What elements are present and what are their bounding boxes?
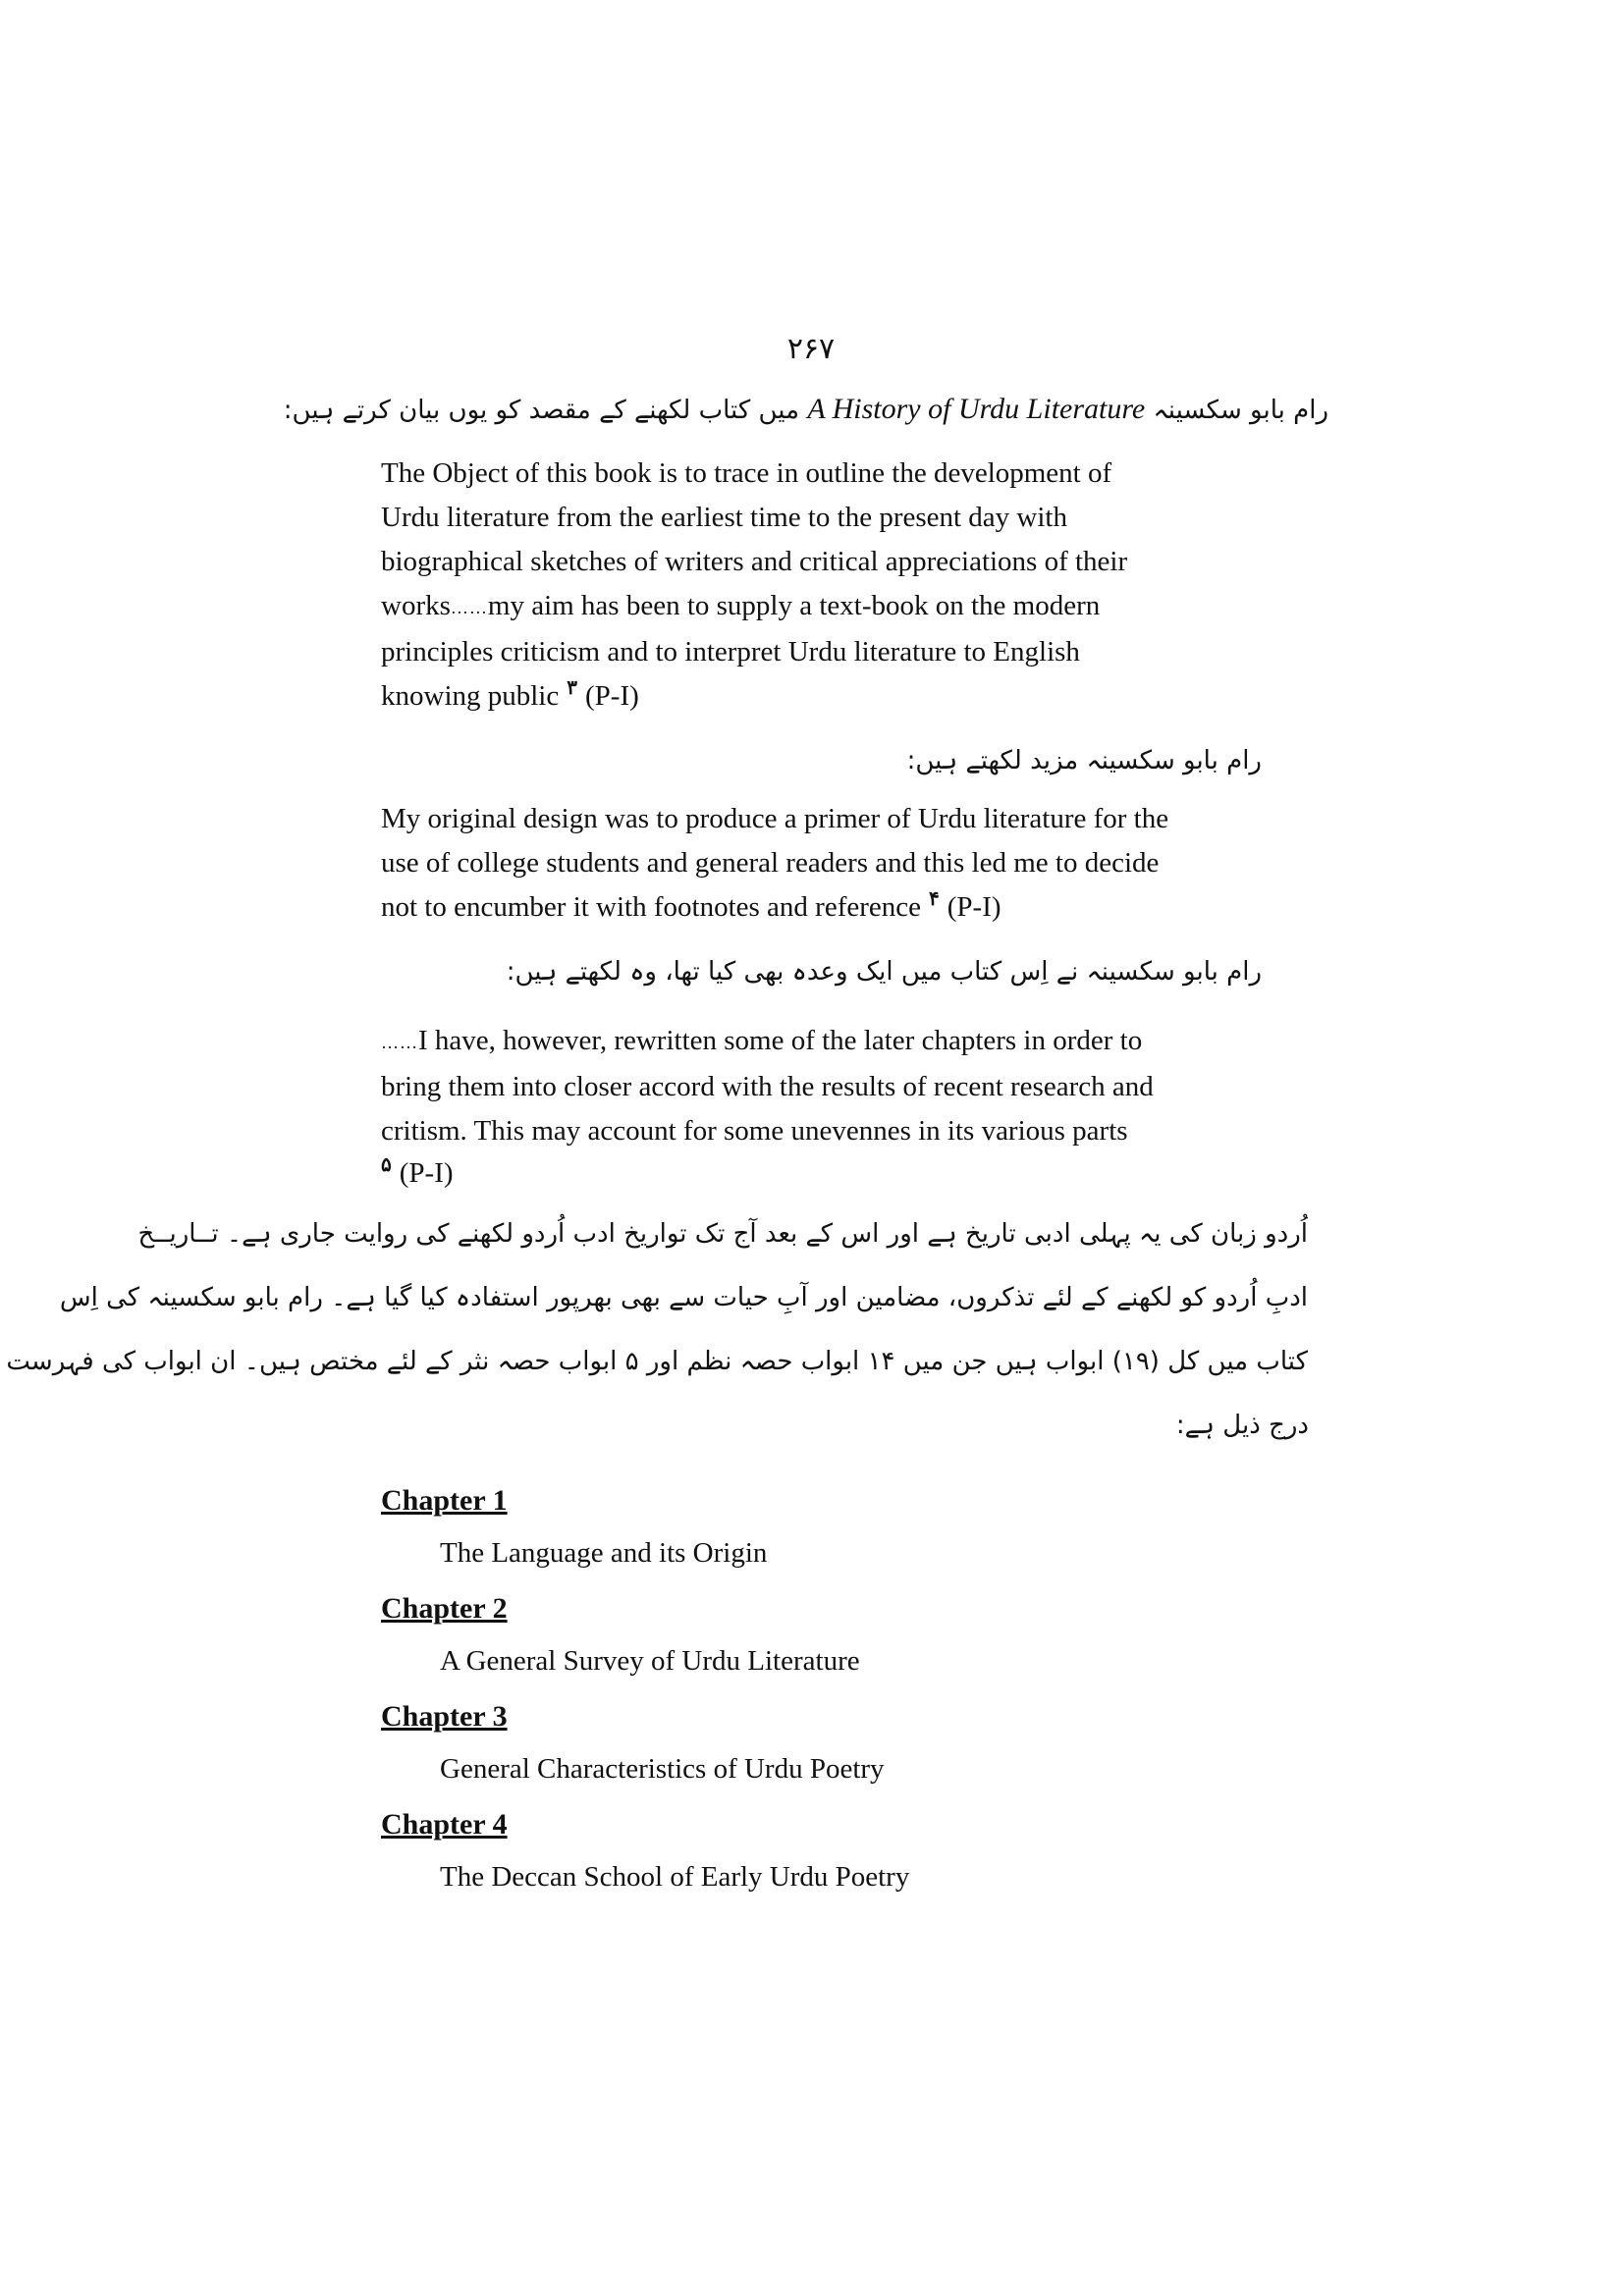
chapter-heading: Chapter 2 [381, 1592, 508, 1625]
quote-2-line3: not to encumber it with footnotes and reference [381, 891, 921, 923]
quote-1-line: Urdu literature from the earliest time to the present day with [381, 502, 1067, 533]
quote-1-line4-rest: my aim has been to supply a text-book on the modern [487, 590, 1101, 621]
urdu-paragraph-line: کتاب میں کل (۱۹) ابواب ہیں جن میں ۱۴ ابواب حصہ نظم اور ۵ ابواب حصہ نثر کے لئے مختص ہیں۔ ان ابواب کی فہرست [6, 1347, 1308, 1376]
quote-3 [381, 1019, 1253, 1193]
footnote-marker-3: ۳ [567, 677, 577, 700]
urdu-paragraph-line: درج ذیل ہے: [1175, 1411, 1309, 1440]
quote-3-line [381, 1019, 1253, 1065]
ellipsis-dots: …… [381, 1032, 418, 1052]
page-number: ۲۶۷ [786, 333, 836, 365]
intro-line [284, 393, 1328, 426]
footnote-marker-4: ۴ [929, 888, 940, 911]
footnote-marker-5: ۵ [381, 1154, 392, 1177]
intro-urdu-before: رام بابو سکسینہ [1153, 396, 1328, 425]
chapter-title: A General Survey of Urdu Literature [440, 1645, 860, 1677]
chapter-heading: Chapter 1 [381, 1484, 508, 1517]
chapter-heading: Chapter 3 [381, 1700, 508, 1733]
quote-3-line1: I have, however, rewritten some of the later chapters in order to [418, 1025, 1143, 1056]
chapter-title: General Characteristics of Urdu Poetry [440, 1753, 885, 1785]
urdu-paragraph-line: اُردو زبان کی یہ پہلی ادبی تاریخ ہے اور اس کے بعد آج تک تواریخ ادب اُردو لکھنے کی روایت جاری ہے۔ تــاریــخ [137, 1219, 1308, 1249]
quote-2 [381, 797, 1253, 930]
urdu-line-3: رام بابو سکسینہ نے اِس کتاب میں ایک وعدہ بھی کیا تھا، وہ لکھتے ہیں: [506, 957, 1262, 987]
quote-1 [381, 452, 1253, 719]
intro-urdu-after: میں کتاب لکھنے کے مقصد کو یوں بیان کرتے ہیں: [283, 396, 800, 425]
quote-1-works: works [381, 590, 451, 621]
chapter-heading: Chapter 4 [381, 1808, 508, 1841]
quote-1-line: principles criticism and to interpret Urdu literature to English [381, 635, 1080, 667]
quote-3-ref: (P-I) [399, 1156, 454, 1189]
quote-2-ref: (P-I) [947, 891, 1001, 923]
urdu-paragraph-line: ادبِ اُردو کو لکھنے کے لئے تذکروں، مضامین اور آبِ حیات سے بھی بھرپور استفادہ کیا گیا ہے۔ رام بابو سکسینہ کی اِس [59, 1283, 1308, 1312]
quote-3-last-line [381, 1153, 1253, 1193]
quote-3-line: bring them into closer accord with the results of recent research and [381, 1070, 1154, 1102]
quote-1-line: biographical sketches of writers and critical appreciations of their [381, 546, 1128, 577]
quote-1-line [381, 584, 1253, 630]
intro-english-title: A History of Urdu Literature [807, 393, 1146, 425]
quote-1-ref: (P-I) [585, 679, 639, 712]
quote-2-line: My original design was to produce a primer of Urdu literature for the [381, 803, 1169, 834]
ellipsis-dots: …… [450, 597, 488, 617]
chapter-title: The Deccan School of Early Urdu Poetry [440, 1861, 910, 1893]
quote-1-line: The Object of this book is to trace in outline the development of [381, 457, 1112, 489]
quote-1-last-line [381, 674, 1253, 719]
quote-1-line6: knowing public [381, 679, 560, 712]
chapter-title: The Language and its Origin [440, 1537, 768, 1569]
quote-3-line: critism. This may account for some unevennes in its various parts [381, 1114, 1128, 1147]
quote-2-line: use of college students and general readers and this led me to decide [381, 847, 1160, 879]
urdu-line-2: رام بابو سکسینہ مزید لکھتے ہیں: [906, 746, 1262, 775]
quote-2-last-line [381, 885, 1253, 930]
